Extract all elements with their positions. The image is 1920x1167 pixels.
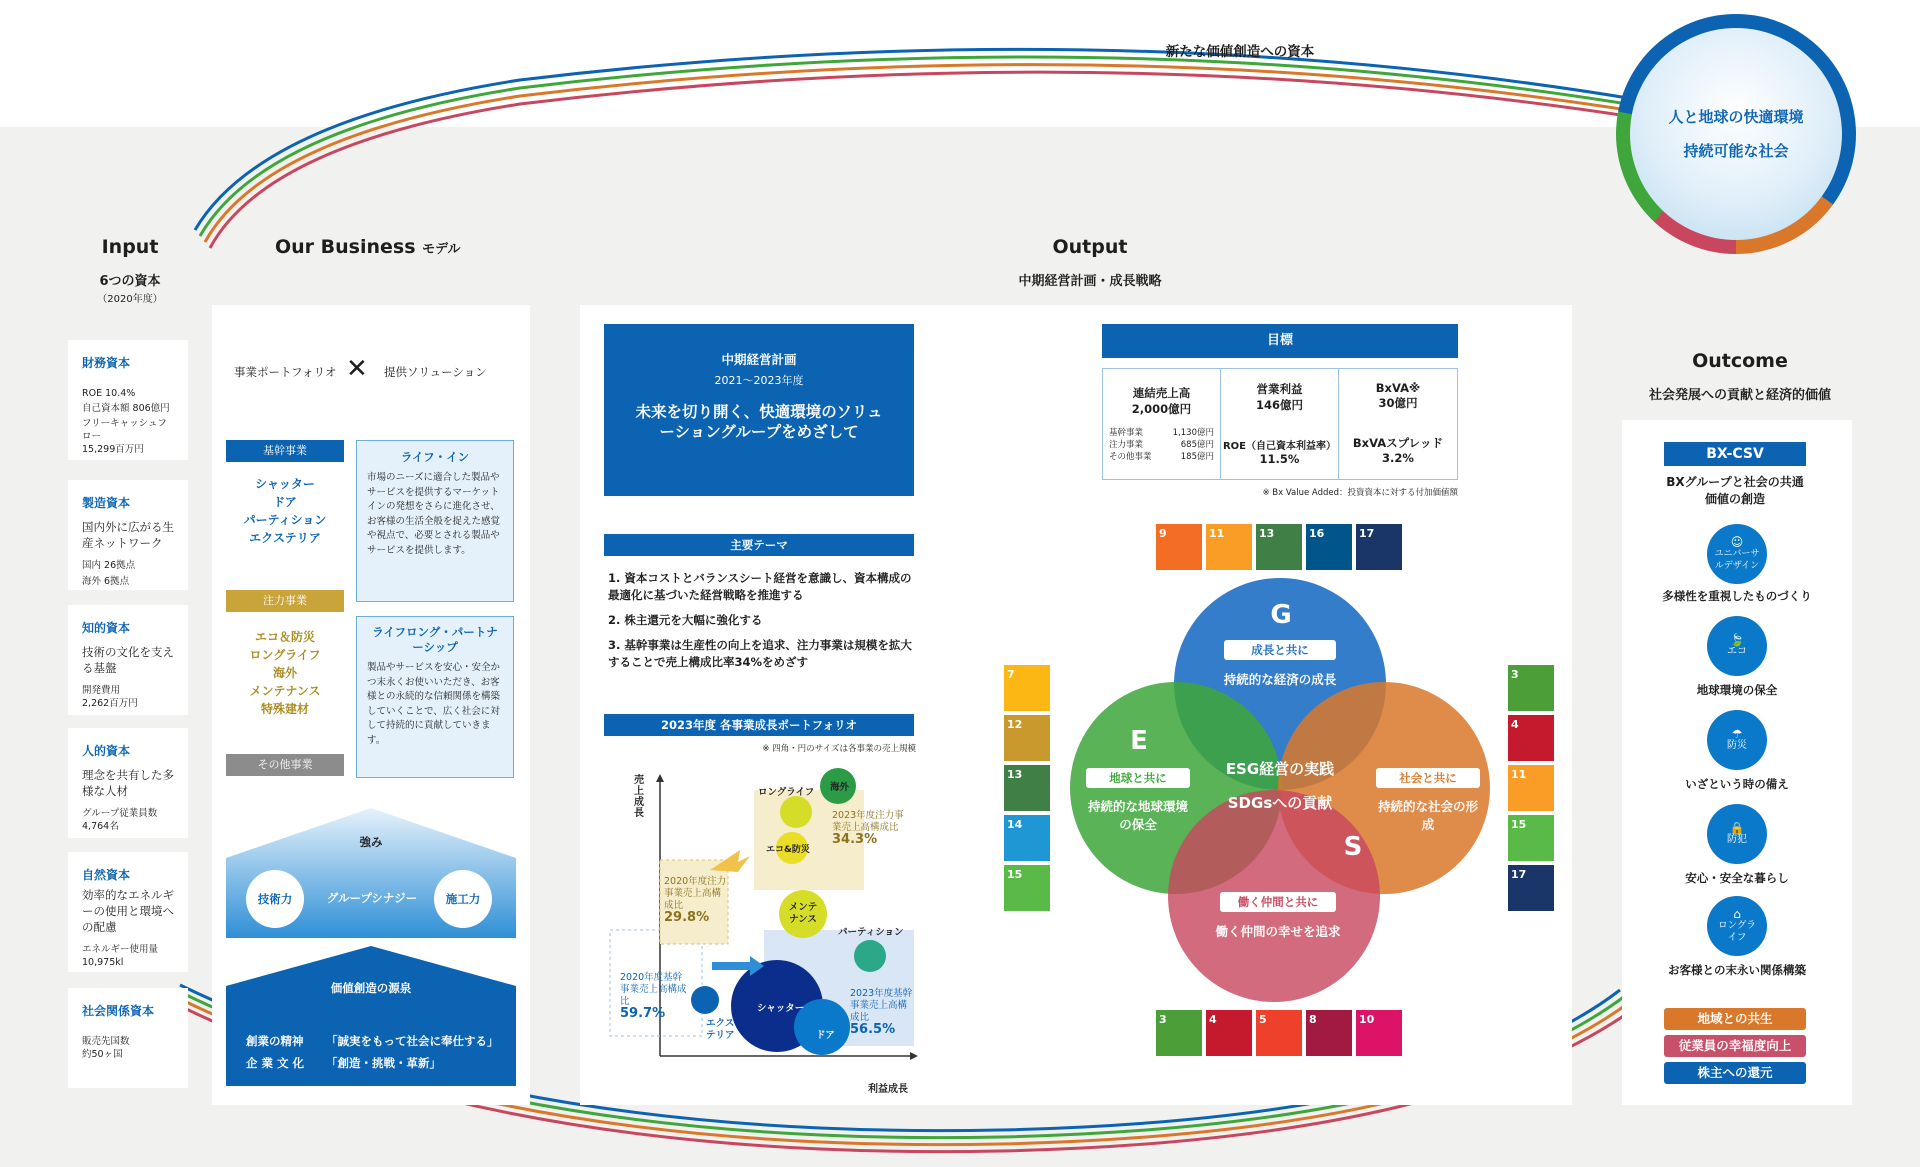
solution-label: 提供ソリューション (384, 365, 487, 379)
esg-center-line2: SDGsへの貢献 (1227, 794, 1333, 812)
sdg-icon (1156, 524, 1202, 570)
input-year: （2020年度） (97, 294, 163, 305)
lifelong-text: 製品やサービスを安心・安全かつ末永くお使いいただき、お客様との永続的な信頼関係を構築していくことで、広く社会に対して持続的に貢献していきます。 (367, 662, 501, 746)
outcome-item-label: 地球環境の保全 (1696, 683, 1778, 697)
strength-tech: 技術力 (246, 870, 304, 928)
spread-label: BxVAスプレッド (1352, 436, 1444, 450)
business-title-main: Our Business (275, 236, 416, 258)
sdg-number: 3 (1159, 1013, 1167, 1026)
esg-e-tag: 地球と共に (1086, 768, 1190, 788)
lifelong-title: ライフロング・パートナーシップ (372, 625, 498, 654)
portfolio-title: 2023年度 各事業成長ポートフォリオ (604, 714, 914, 736)
sdg-icon (1306, 524, 1352, 570)
sdg-icon (1206, 524, 1252, 570)
ratio-value: 34.3% (832, 832, 878, 847)
target-table (1102, 368, 1458, 480)
ratio-label: 2023年度基幹事業売上高構成比 (850, 988, 913, 1023)
sdg-number: 12 (1007, 718, 1023, 731)
sdg-number: 15 (1511, 818, 1527, 831)
focus-items (226, 628, 344, 718)
capital-manufacturing (68, 480, 188, 590)
sdg-icon (1206, 1010, 1252, 1056)
source-title: 価値創造の源泉 (330, 981, 412, 995)
bubble-longlife: ロングライフ (758, 787, 815, 798)
capital-name: 製造資本 (82, 496, 131, 510)
goal-line1: 人と地球の快適環境 (1668, 108, 1804, 126)
plan-box (604, 324, 914, 496)
bx-csv-desc: BXグループと社会の共通価値の創造 (1666, 475, 1804, 506)
eco-icon: 🍃 エコ (1707, 616, 1767, 676)
source-row-value: 「創造・挑戦・革新」 (326, 1056, 441, 1070)
source-row-key: 企 業 文 化 (246, 1056, 305, 1070)
ratio-value: 29.8% (664, 910, 710, 925)
capital-detail: 販売先国数 (82, 1036, 130, 1047)
bubble-eco: エコ&防災 (766, 845, 810, 855)
capital-intellectual (68, 605, 188, 715)
ratio-core-2020 (620, 972, 690, 1020)
capital-main: 技術の文化を支える基盤 (82, 645, 174, 675)
capital-natural (68, 852, 188, 972)
spread-value: 3.2% (1382, 451, 1414, 465)
source-row-key: 創業の精神 (246, 1034, 304, 1048)
disaster-prevention-icon-label: 防災 (1727, 740, 1747, 751)
capital-main: 効率的なエネルギーの使用と環境への配慮 (82, 888, 174, 934)
ratio-value: 56.5% (850, 1022, 896, 1037)
sdg-icon (1508, 715, 1554, 761)
sdg-icon (1004, 765, 1050, 811)
portfolio-label: 事業ポートフォリオ (234, 365, 337, 379)
sdg-icon (1508, 815, 1554, 861)
sdg-number: 15 (1007, 868, 1023, 881)
target-op (1221, 369, 1339, 479)
capital-name: 財務資本 (82, 356, 131, 370)
ratio-label: 2023年度注力事業売上高構成比 (832, 810, 904, 833)
capital-detail: グループ従業員数 (82, 808, 158, 819)
capital-detail: 開発費用 (82, 685, 121, 696)
capital-detail: エネルギー使用量 (82, 944, 159, 955)
esg-e-letter: E (1130, 726, 1148, 756)
theme-item: 1. 資本コストとバランスシート経営を意識し、資本構成の最適化に基づいた経営戦略を推進する (608, 571, 912, 602)
sdg-number: 11 (1511, 768, 1527, 781)
outcome-tag-employee: 従業員の幸福度向上 (1664, 1035, 1806, 1057)
capital-social (68, 988, 188, 1088)
breakdown-value: 1,130億円 (1172, 428, 1214, 438)
sdg-icon (1256, 524, 1302, 570)
esg-e-text: 持続的な地球環境の保全 (1087, 799, 1188, 832)
lifein-box (356, 440, 514, 602)
capital-detail: 15,299百万円 (82, 444, 144, 455)
sdg-number: 7 (1007, 668, 1015, 681)
focus-item: 海外 (272, 666, 297, 680)
core-items (226, 475, 344, 547)
ratio-focus-2023 (832, 810, 912, 846)
core-item: ドア (273, 495, 297, 509)
capital-detail: 自己資本額 806億円 (82, 403, 170, 414)
focus-item: メンテナンス (249, 684, 321, 698)
bubble-partition: パーティション (838, 927, 904, 938)
sales-breakdown (1109, 427, 1214, 463)
op-label: 営業利益 (1256, 382, 1303, 396)
outcome-title: Outcome (1692, 350, 1788, 372)
esg-g-text: 持続的な経済の成長 (1223, 672, 1337, 687)
sdg-icon (1004, 815, 1050, 861)
theme-item: 2. 株主還元を大幅に強化する (608, 613, 763, 627)
breakdown-value: 185億円 (1180, 452, 1214, 462)
capital-name: 人的資本 (82, 744, 131, 758)
sdg-number: 4 (1511, 718, 1519, 731)
outcome-item-label: 多様性を重視したものづくり (1662, 589, 1812, 603)
disaster-prevention-icon: ☂ 防災 (1707, 710, 1767, 770)
sdg-icon (1004, 665, 1050, 711)
esg-g-tag: 成長と共に (1224, 640, 1336, 660)
bx-csv-tag: BX-CSV (1664, 442, 1806, 466)
core-tag: 基幹事業 (226, 440, 344, 462)
breakdown-key: 基幹事業 (1109, 428, 1144, 438)
capital-name: 自然資本 (82, 868, 131, 882)
esg-w-tag: 働く仲間と共に (1220, 892, 1336, 912)
longlife-icon-label: ロングライフ (1718, 920, 1756, 943)
focus-item: エコ＆防災 (254, 630, 315, 644)
sdg-number: 17 (1359, 527, 1375, 540)
sdg-number: 17 (1511, 868, 1527, 881)
ratio-label: 2020年度注力事業売上高構成比 (664, 876, 727, 911)
business-title (275, 236, 461, 258)
capital-detail: ROE 10.4% (82, 388, 136, 399)
output-title: Output (1052, 236, 1128, 258)
output-subtitle: 中期経営計画・成長戦略 (1018, 274, 1162, 289)
plan-years: 2021〜2023年度 (714, 374, 804, 387)
bubble-kaigai: 海外 (830, 782, 850, 793)
target-bxva (1339, 369, 1457, 479)
outcome-tag-community: 地域との共生 (1664, 1008, 1806, 1030)
ratio-value: 59.7% (620, 1006, 666, 1021)
bubble-shutter: シャッター (757, 1003, 805, 1014)
capital-detail: 2,262百万円 (82, 698, 138, 709)
bubble-door: ドア (816, 1030, 835, 1041)
core-item: エクステリア (249, 531, 321, 545)
bxva-value: 30億円 (1378, 396, 1418, 410)
plan-label: 中期経営計画 (721, 352, 797, 367)
sdg-icon (1156, 1010, 1202, 1056)
breakdown-value: 685億円 (1180, 440, 1214, 450)
sales-value: 2,000億円 (1131, 402, 1192, 416)
theme-list (608, 570, 913, 671)
outcome-item-label: いざという時の備え (1685, 777, 1789, 791)
cross-mark: ✕ (346, 354, 368, 384)
esg-s-tag: 社会と共に (1376, 768, 1480, 788)
sdg-number: 9 (1159, 527, 1167, 540)
sdg-number: 3 (1511, 668, 1519, 681)
capital-detail: 海外 6拠点 (82, 576, 130, 587)
core-item: パーティション (243, 513, 327, 527)
target-title: 目標 (1102, 324, 1458, 358)
sdg-icon (1508, 665, 1554, 711)
universal-design-icon: ☺ ユニバーサルデザイン (1707, 524, 1767, 584)
sdg-icon (1356, 524, 1402, 570)
target-note: ※ Bx Value Added：投資資本に対する付加価値額 (1262, 488, 1458, 498)
plan-slogan: 未来を切り開く、快適環境のソリューショングループをめざして (635, 403, 883, 441)
sdg-number: 4 (1209, 1013, 1217, 1026)
sdg-number: 13 (1007, 768, 1023, 781)
capital-detail: 国内 26拠点 (82, 560, 136, 571)
portfolio-note: ※ 四角・円のサイズは各事業の売上規模 (762, 744, 916, 754)
esg-g-letter: G (1270, 600, 1292, 630)
business-title-suffix: モデル (422, 242, 461, 257)
esg-w-text: 働く仲間の幸せを追求 (1215, 924, 1341, 939)
theme-title: 主要テーマ (604, 534, 914, 556)
target-sales (1103, 369, 1221, 479)
roe-value: 11.5% (1259, 452, 1300, 466)
capital-detail: フリーキャッシュフロー (82, 418, 167, 442)
bubble-exterior: エクステリア (706, 1018, 735, 1041)
core-item: シャッター (255, 477, 315, 491)
ratio-core-2023 (850, 988, 916, 1036)
focus-item: 特殊建材 (260, 702, 309, 716)
sdg-number: 16 (1309, 527, 1325, 540)
lifelong-box (356, 616, 514, 778)
top-flow-label: 新たな価値創造への資本 (1165, 44, 1315, 60)
roe-label: ROE（自己資本利益率） (1222, 441, 1337, 452)
lifein-title: ライフ・イン (400, 450, 470, 464)
sdg-number: 14 (1007, 818, 1023, 831)
capital-detail: 4,764名 (82, 821, 119, 832)
theme-item: 3. 基幹事業は生産性の向上を追求、注力事業は規模を拡大することで売上構成比率34%をめざす (608, 638, 912, 669)
sdg-icon (1004, 715, 1050, 761)
goal-line2: 持続可能な社会 (1683, 142, 1789, 160)
sdg-number: 13 (1259, 527, 1275, 540)
capital-name: 社会関係資本 (82, 1004, 155, 1018)
esg-center-line1: ESG経営の実践 (1225, 760, 1335, 778)
axis-x-label: 利益成長 (868, 1084, 908, 1095)
longlife-house-icon: ⌂ ロングライフ (1707, 896, 1767, 956)
source-row-value: 「誠実をもって社会に奉仕する」 (326, 1034, 499, 1048)
sdg-number: 5 (1259, 1013, 1267, 1026)
ratio-focus-2020 (664, 876, 728, 924)
capital-name: 知的資本 (82, 621, 131, 635)
esg-s-letter: S (1343, 832, 1363, 862)
sdg-number: 8 (1309, 1013, 1317, 1026)
strength-title: 強み (359, 835, 383, 849)
sdg-icon (1508, 865, 1554, 911)
outcome-tag-shareholder: 株主への還元 (1664, 1062, 1806, 1084)
breakdown-key: その他事業 (1109, 452, 1152, 462)
strength-synergy: グループシナジー (326, 891, 418, 905)
bxva-label: BxVA※ (1375, 381, 1421, 395)
capital-detail: 10,975kl (82, 957, 124, 968)
capital-detail: 約50ヶ国 (82, 1049, 123, 1060)
input-subtitle: 6つの資本 (99, 274, 161, 289)
input-title: Input (101, 236, 159, 258)
sdg-icon (1256, 1010, 1302, 1056)
source-rows (246, 1030, 499, 1074)
other-tag: その他事業 (226, 754, 344, 776)
focus-item: ロングライフ (249, 648, 321, 662)
capital-financial (68, 340, 188, 460)
security-lock-icon: 🔒 防犯 (1707, 804, 1767, 864)
breakdown-key: 注力事業 (1109, 440, 1144, 450)
security-icon-label: 防犯 (1727, 834, 1747, 845)
capital-human (68, 728, 188, 838)
sdg-icon (1004, 865, 1050, 911)
esg-s-text: 持続的な社会の形成 (1377, 799, 1478, 832)
lifein-text: 市場のニーズに適合した製品やサービスを提供するマーケットインの発想をさらに進化させ、お客様の生活全般を捉えた感覚や視点で、必要とされる製品やサービスを提供します。 (367, 472, 501, 556)
outcome-item-label: 安心・安全な暮らし (1685, 871, 1789, 885)
outcome-subtitle: 社会発展への貢献と経済的価値 (1648, 388, 1831, 403)
eco-icon-label: エコ (1727, 646, 1747, 657)
op-value: 146億円 (1255, 398, 1303, 412)
axis-y-label: 売上成長 (634, 775, 644, 819)
sales-label: 連結売上高 (1132, 386, 1191, 400)
capital-main: 理念を共有した多様な人材 (82, 768, 174, 798)
sdg-icon (1508, 765, 1554, 811)
sdg-icon (1356, 1010, 1402, 1056)
sdg-number: 10 (1359, 1013, 1375, 1026)
bubble-maintenance: メンテナンス (788, 902, 818, 925)
focus-tag: 注力事業 (226, 590, 344, 612)
universal-design-icon-label: ユニバーサルデザイン (1714, 549, 1760, 571)
outcome-item-label: お客様との末永い関係構築 (1668, 963, 1806, 977)
strength-construction: 施工力 (434, 870, 492, 928)
capital-main: 国内外に広がる生産ネットワーク (82, 520, 174, 550)
esg-center (1196, 752, 1364, 820)
ratio-label: 2020年度基幹事業売上高構成比 (620, 972, 687, 1007)
sdg-icon (1306, 1010, 1352, 1056)
sdg-number: 11 (1209, 527, 1225, 540)
goal-circle (1616, 14, 1856, 254)
